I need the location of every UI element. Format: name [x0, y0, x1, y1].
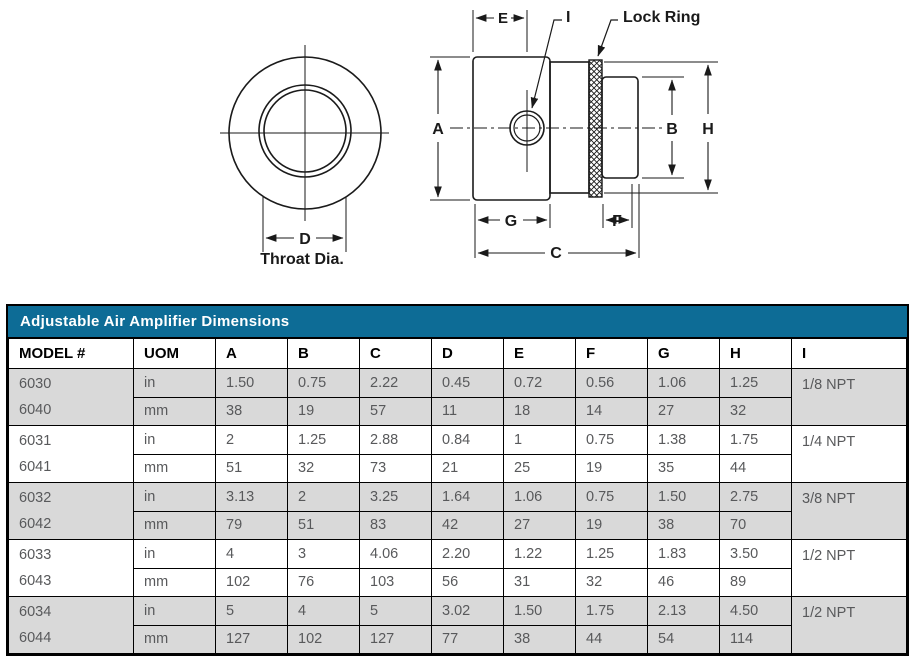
- table-row: [9, 397, 907, 426]
- cell-f: 32: [576, 568, 648, 597]
- cell-e: 31: [504, 568, 576, 597]
- cell-c: 5: [360, 597, 432, 626]
- cell-e: 1.06: [504, 483, 576, 512]
- col-header-g: G: [648, 339, 720, 369]
- table-row: [9, 540, 907, 569]
- cell-d: 1.64: [432, 483, 504, 512]
- cell-e: 1.22: [504, 540, 576, 569]
- dim-label-f: F: [612, 213, 622, 230]
- table-row: [9, 483, 907, 512]
- cell-c: 127: [360, 625, 432, 654]
- table-row: [9, 597, 907, 626]
- uom-cell: in: [134, 426, 216, 455]
- col-header-a: A: [216, 339, 288, 369]
- lock-ring-label: Lock Ring: [623, 9, 701, 26]
- cell-h: 4.50: [720, 597, 792, 626]
- cell-a: 5: [216, 597, 288, 626]
- cell-a: 51: [216, 454, 288, 483]
- cell-e: 1.50: [504, 597, 576, 626]
- col-header-f: F: [576, 339, 648, 369]
- cell-a: 38: [216, 397, 288, 426]
- col-header-b: B: [288, 339, 360, 369]
- uom-cell: mm: [134, 625, 216, 654]
- inlet-label-i: I: [566, 9, 571, 26]
- cell-b: 102: [288, 625, 360, 654]
- cell-h: 1.25: [720, 369, 792, 398]
- cell-d: 2.20: [432, 540, 504, 569]
- cell-d: 21: [432, 454, 504, 483]
- cell-e: 38: [504, 625, 576, 654]
- model-cell: [9, 426, 134, 483]
- cell-g: 1.50: [648, 483, 720, 512]
- dim-label-g: G: [504, 213, 518, 230]
- cell-f: 19: [576, 511, 648, 540]
- cell-b: 76: [288, 568, 360, 597]
- col-header-e: E: [504, 339, 576, 369]
- cell-c: 83: [360, 511, 432, 540]
- cell-c: 57: [360, 397, 432, 426]
- cell-e: 1: [504, 426, 576, 455]
- uom-cell: mm: [134, 397, 216, 426]
- model-number: 6032: [19, 490, 52, 506]
- cell-g: 1.06: [648, 369, 720, 398]
- cell-g: 1.83: [648, 540, 720, 569]
- npt-cell: 3/8 NPT: [792, 483, 907, 540]
- npt-cell: 1/2 NPT: [792, 540, 907, 597]
- npt-cell: 1/8 NPT: [792, 369, 907, 426]
- uom-cell: in: [134, 483, 216, 512]
- cell-h: 44: [720, 454, 792, 483]
- cell-c: 4.06: [360, 540, 432, 569]
- cell-b: 0.75: [288, 369, 360, 398]
- model-cell: [9, 483, 134, 540]
- cell-f: 0.75: [576, 426, 648, 455]
- cell-a: 3.13: [216, 483, 288, 512]
- dimensions-table: [8, 338, 907, 654]
- cell-b: 2: [288, 483, 360, 512]
- npt-cell: 1/2 NPT: [792, 597, 907, 654]
- inlet-leader-line: [532, 20, 562, 108]
- uom-cell: in: [134, 540, 216, 569]
- cell-f: 14: [576, 397, 648, 426]
- cell-a: 2: [216, 426, 288, 455]
- cell-e: 18: [504, 397, 576, 426]
- cell-e: 0.72: [504, 369, 576, 398]
- dimensions-table-container: [6, 304, 909, 656]
- dim-label-d: D: [299, 231, 311, 248]
- uom-cell: mm: [134, 454, 216, 483]
- cell-h: 1.75: [720, 426, 792, 455]
- cell-g: 35: [648, 454, 720, 483]
- cell-g: 54: [648, 625, 720, 654]
- col-header-c: C: [360, 339, 432, 369]
- front-view: [220, 45, 389, 252]
- cell-f: 1.25: [576, 540, 648, 569]
- uom-cell: mm: [134, 568, 216, 597]
- cell-h: 32: [720, 397, 792, 426]
- cell-b: 19: [288, 397, 360, 426]
- col-header-model: MODEL #: [9, 339, 134, 369]
- cell-c: 73: [360, 454, 432, 483]
- model-number: 6031: [19, 433, 52, 449]
- cell-g: 1.38: [648, 426, 720, 455]
- cell-g: 46: [648, 568, 720, 597]
- lock-ring-leader-line: [598, 20, 618, 56]
- throat-dia-label: Throat Dia.: [260, 251, 344, 268]
- cell-d: 0.84: [432, 426, 504, 455]
- dim-label-h: H: [702, 121, 714, 138]
- col-header-h: H: [720, 339, 792, 369]
- model-number: 6042: [19, 516, 52, 532]
- cell-h: 89: [720, 568, 792, 597]
- cell-f: 0.75: [576, 483, 648, 512]
- cell-h: 70: [720, 511, 792, 540]
- cell-a: 1.50: [216, 369, 288, 398]
- col-header-i: I: [792, 339, 907, 369]
- cell-d: 56: [432, 568, 504, 597]
- uom-cell: mm: [134, 511, 216, 540]
- cell-b: 32: [288, 454, 360, 483]
- dim-label-c: C: [550, 245, 562, 262]
- model-number: 6041: [19, 459, 52, 475]
- model-cell: [9, 540, 134, 597]
- table-row: [9, 511, 907, 540]
- model-number: 6030: [19, 376, 52, 392]
- cell-a: 102: [216, 568, 288, 597]
- cell-a: 79: [216, 511, 288, 540]
- cell-b: 4: [288, 597, 360, 626]
- cell-b: 51: [288, 511, 360, 540]
- cell-g: 27: [648, 397, 720, 426]
- table-row: [9, 426, 907, 455]
- table-row: [9, 625, 907, 654]
- cell-a: 127: [216, 625, 288, 654]
- model-number: 6034: [19, 604, 52, 620]
- header-row: [9, 339, 907, 369]
- col-header-d: D: [432, 339, 504, 369]
- cell-f: 19: [576, 454, 648, 483]
- cell-f: 1.75: [576, 597, 648, 626]
- uom-cell: in: [134, 369, 216, 398]
- cell-f: 44: [576, 625, 648, 654]
- dim-label-a: A: [432, 121, 444, 138]
- npt-cell: 1/4 NPT: [792, 426, 907, 483]
- model-number: 6043: [19, 573, 52, 589]
- table-row: [9, 568, 907, 597]
- cell-d: 0.45: [432, 369, 504, 398]
- dim-label-e: E: [497, 10, 509, 27]
- model-cell: [9, 597, 134, 654]
- model-number: 6040: [19, 402, 52, 418]
- cell-g: 38: [648, 511, 720, 540]
- cell-c: 103: [360, 568, 432, 597]
- cell-b: 3: [288, 540, 360, 569]
- model-number: 6033: [19, 547, 52, 563]
- table-title: Adjustable Air Amplifier Dimensions: [8, 306, 907, 338]
- cell-e: 27: [504, 511, 576, 540]
- cell-h: 3.50: [720, 540, 792, 569]
- cell-h: 114: [720, 625, 792, 654]
- model-cell: [9, 369, 134, 426]
- cell-d: 11: [432, 397, 504, 426]
- cell-f: 0.56: [576, 369, 648, 398]
- cell-d: 3.02: [432, 597, 504, 626]
- cell-c: 2.22: [360, 369, 432, 398]
- cell-c: 2.88: [360, 426, 432, 455]
- col-header-uom: UOM: [134, 339, 216, 369]
- table-row: [9, 369, 907, 398]
- cell-b: 1.25: [288, 426, 360, 455]
- cell-e: 25: [504, 454, 576, 483]
- cell-a: 4: [216, 540, 288, 569]
- cell-d: 42: [432, 511, 504, 540]
- cell-g: 2.13: [648, 597, 720, 626]
- cell-h: 2.75: [720, 483, 792, 512]
- table-row: [9, 454, 907, 483]
- dimension-diagram: [0, 0, 915, 298]
- dim-label-b: B: [666, 121, 678, 138]
- cell-d: 77: [432, 625, 504, 654]
- model-number: 6044: [19, 630, 52, 646]
- cell-c: 3.25: [360, 483, 432, 512]
- uom-cell: in: [134, 597, 216, 626]
